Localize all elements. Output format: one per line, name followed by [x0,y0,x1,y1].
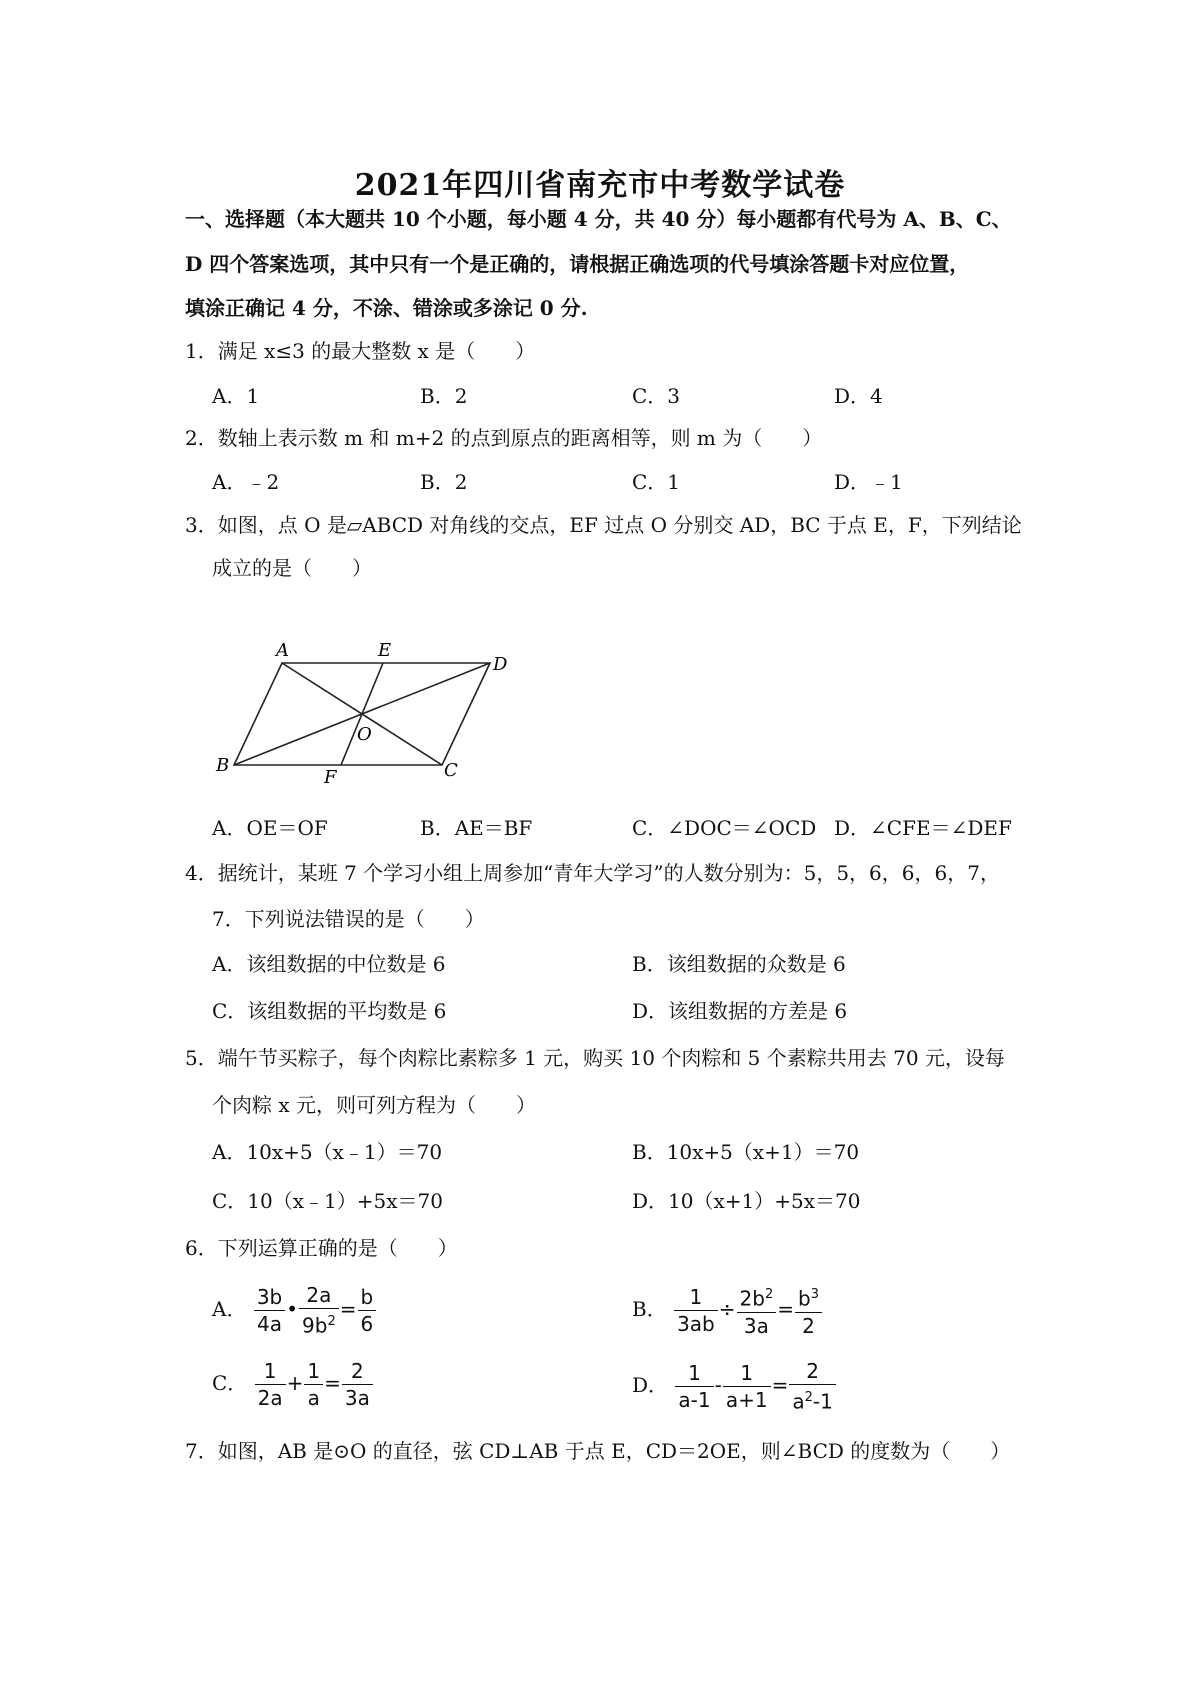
question-5-stem-line1: 5．端午节买粽子，每个肉粽比素粽多 1 元，购买 10 个肉粽和 5 个素粽共用去 70 元，设每 [185,1046,1005,1070]
segment-ef [341,663,383,765]
q5-option-d[interactable]: D．10（x+1）+5x＝70 [632,1189,861,1213]
fraction: $\frac{2b^2}{3a}$ [737,1282,777,1339]
label-c: C [444,760,458,781]
question-1-stem: 1．满足 x≤3 的最大整数 x 是（ ） [185,339,536,363]
q3-option-c[interactable]: C．∠DOC＝∠OCD [632,816,817,840]
label-a: A [276,640,289,661]
q3-option-b[interactable]: B．AE＝BF [420,816,533,840]
label-o: O [357,724,372,745]
fraction: $\frac{2}{3a}$ [342,1358,373,1411]
q6-option-a-label: A． [212,1296,247,1321]
q2-option-d[interactable]: D．﹣1 [834,470,903,494]
q4-option-b[interactable]: B．该组数据的众数是 6 [632,952,846,976]
q3-option-d[interactable]: D．∠CFE＝∠DEF [834,816,1012,840]
section-instructions-line3: 填涂正确记 4 分，不涂、错涂或多涂记 0 分. [185,296,588,320]
q6-option-c[interactable]: C． $\frac{1}{2a}$ + $\frac{1}{a}$ = $\frac{2}{3a}$ [212,1358,374,1411]
section-instructions-line1: 一、选择题（本大题共 10 个小题，每小题 4 分，共 40 分）每小题都有代号为 A、B、C、 [185,207,1012,231]
q4-option-a[interactable]: A．该组数据的中位数是 6 [212,952,446,976]
label-b: B [216,755,230,776]
fraction: $\frac{1}{2a}$ [255,1358,286,1411]
q5-option-b[interactable]: B．10x+5（x+1）＝70 [632,1140,860,1164]
q4-option-c[interactable]: C．该组数据的平均数是 6 [212,999,447,1023]
fraction: $\frac{1}{3ab}$ [674,1284,718,1337]
fraction: $\frac{2}{a^2-1}$ [789,1358,836,1415]
question-4-stem-line2: 7．下列说法错误的是（ ） [212,907,485,931]
q1-option-d[interactable]: D．4 [834,384,883,408]
section-instructions-line2: D 四个答案选项，其中只有一个是正确的，请根据正确选项的代号填涂答题卡对应位置， [185,252,970,276]
q3-option-a[interactable]: A．OE＝OF [212,816,328,840]
label-e: E [378,640,392,661]
fraction: $\frac{1}{a+1}$ [723,1360,771,1413]
question-6-stem: 6．下列运算正确的是（ ） [185,1236,458,1260]
q6-option-d-label: D． [632,1372,669,1397]
fraction: $\frac{1}{a-1}$ [675,1360,713,1413]
q1-option-a[interactable]: A．1 [212,384,260,408]
fraction: $\frac{1}{a}$ [304,1358,323,1411]
label-f: F [324,767,337,785]
q2-option-c[interactable]: C．1 [632,470,681,494]
fraction: $\frac{b^3}{2}$ [795,1282,822,1339]
page-title: 2021年四川省南充市中考数学试卷 [354,168,846,203]
q6-option-b[interactable]: B． $\frac{1}{3ab}$ ÷ $\frac{2b^2}{3a}$ = $\frac{b^3}{2}$ [632,1282,823,1339]
q6-option-d[interactable]: D． $\frac{1}{a-1}$ - $\frac{1}{a+1}$ = $\frac{2}{a^2-1}$ [632,1358,837,1415]
question-7-stem: 7．如图，AB 是⊙O 的直径，弦 CD⊥AB 于点 E，CD＝2OE，则∠BCD 的度数为（ ） [185,1439,1011,1463]
question-2-stem: 2．数轴上表示数 m 和 m+2 的点到原点的距离相等，则 m 为（ ） [185,426,823,450]
q4-option-d[interactable]: D．该组数据的方差是 6 [632,999,848,1023]
parallelogram-figure [210,640,520,785]
q6-option-a[interactable]: A． $\frac{3b}{4a}$ • $\frac{2a}{9b^2}$ = $\frac{b}{6}$ [212,1282,377,1339]
fraction: $\frac{2a}{9b^2}$ [299,1282,339,1339]
fraction: $\frac{3b}{4a}$ [254,1284,285,1337]
q1-option-c[interactable]: C．3 [632,384,681,408]
question-3-stem-line2: 成立的是（ ） [212,556,372,580]
fraction: $\frac{b}{6}$ [358,1284,377,1337]
q5-option-c[interactable]: C．10（x﹣1）+5x＝70 [212,1189,443,1213]
q2-option-b[interactable]: B．2 [420,470,468,494]
q5-option-a[interactable]: A．10x+5（x﹣1）＝70 [212,1140,443,1164]
q1-option-b[interactable]: B．2 [420,384,468,408]
q2-option-a[interactable]: A．﹣2 [212,470,280,494]
question-4-stem-line1: 4．据统计，某班 7 个学习小组上周参加“青年大学习”的人数分别为：5，5，6，6，6，7， [185,861,1000,885]
q6-option-c-label: C． [212,1371,248,1395]
question-5-stem-line2: 个肉粽 x 元，则可列方程为（ ） [212,1093,536,1117]
label-d: D [493,654,508,675]
question-3-stem-line1: 3．如图，点 O 是▱ABCD 对角线的交点，EF 过点 O 分别交 AD，BC 于点 E，F，下列结论 [185,513,1022,537]
q6-option-b-label: B． [632,1296,667,1321]
